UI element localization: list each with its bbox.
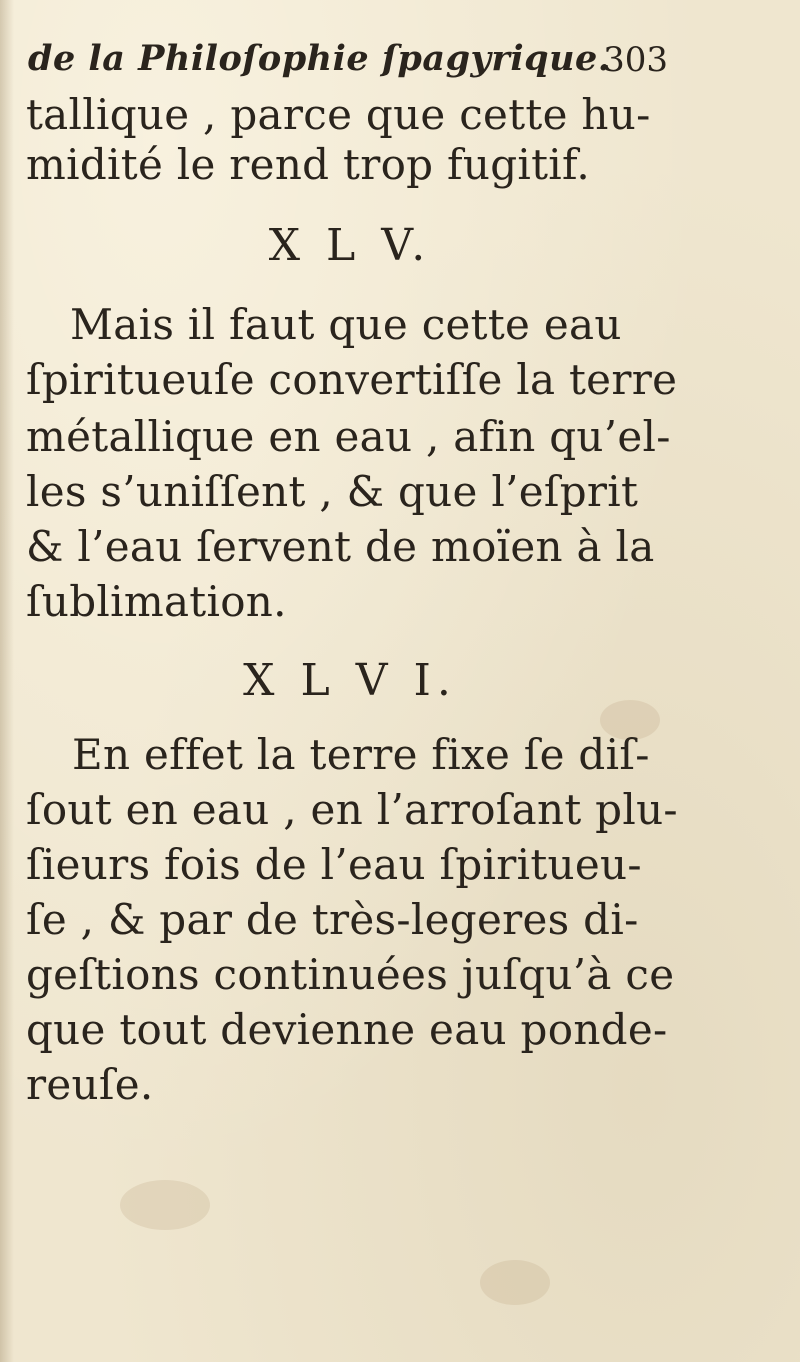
text-line: les s’uniſſent , & que l’eſprit [26, 467, 639, 516]
text-line: ſieurs fois de l’eau ſpiritueu- [26, 840, 642, 889]
text-line: ſpiritueuſe convertiſſe la terre [26, 355, 678, 404]
text-line: tallique , parce que cette hu- [26, 90, 651, 139]
text-line: ſe , & par de très-legeres di- [26, 895, 639, 944]
text-line: ſublimation. [26, 577, 287, 626]
section-heading: X L V I. [243, 655, 457, 706]
text-line: Mais il faut que cette eau [70, 300, 622, 349]
text-line: métallique en eau , afin qu’el- [26, 412, 671, 461]
running-head: de la Philoſophie ſpagyrique. [28, 38, 611, 79]
text-line: En effet la terre fixe ſe diſ- [72, 730, 650, 779]
text-line: reuſe. [26, 1060, 154, 1109]
text-line: & l’eau ſervent de moïen à la [26, 522, 655, 571]
page-number: 303 [603, 40, 668, 80]
text-line: geſtions continuées juſqu’à ce [26, 950, 675, 999]
text-line: ſout en eau , en l’arroſant plu- [26, 785, 678, 834]
paper-stain [120, 1180, 210, 1230]
text-line: midité le rend trop fugitif. [26, 140, 591, 189]
page-header [28, 38, 668, 88]
section-heading: X L V. [268, 220, 432, 271]
text-line: que tout devienne eau ponde- [26, 1005, 668, 1054]
paper-stain [480, 1260, 550, 1305]
